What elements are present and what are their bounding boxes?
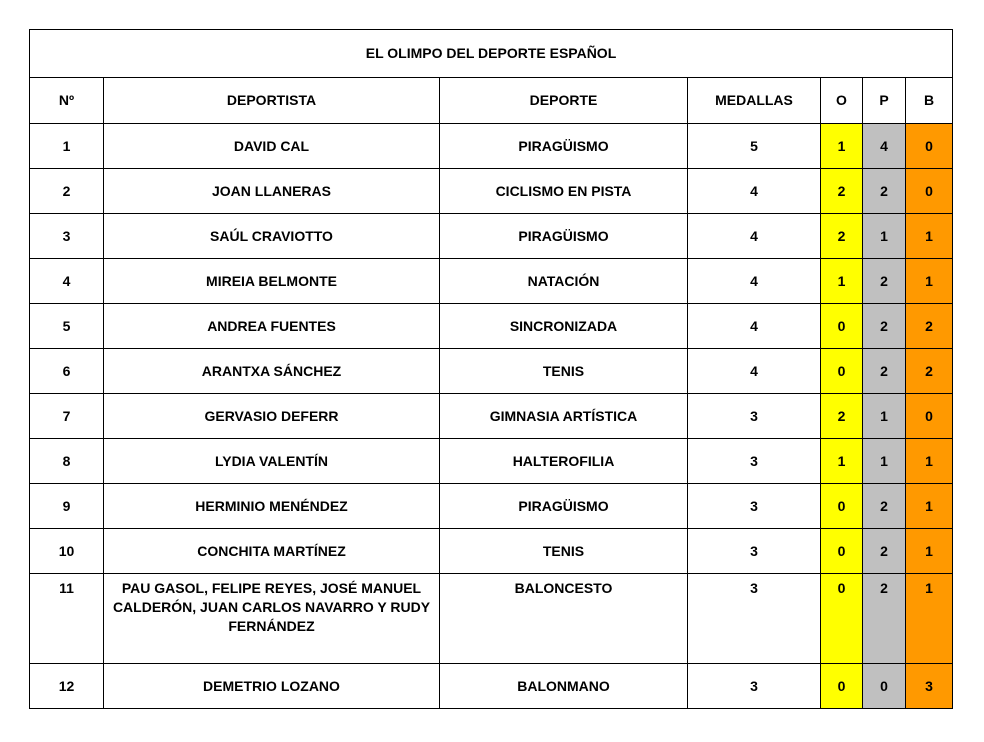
cell-athlete: HERMINIO MENÉNDEZ [104,484,440,529]
cell-gold: 1 [821,439,863,484]
cell-no: 6 [30,349,104,394]
cell-medals: 3 [688,529,821,574]
table-row [30,529,953,574]
cell-gold: 2 [821,394,863,439]
cell-sport: CICLISMO EN PISTA [440,169,688,214]
cell-no: 2 [30,169,104,214]
cell-bronze: 2 [906,304,953,349]
cell-gold: 0 [821,529,863,574]
cell-bronze: 1 [906,259,953,304]
cell-silver: 1 [863,394,906,439]
cell-no: 8 [30,439,104,484]
cell-silver: 2 [863,349,906,394]
cell-gold: 2 [821,214,863,259]
cell-silver: 2 [863,484,906,529]
cell-sport: BALONMANO [440,664,688,709]
table-row [30,349,953,394]
table-row [30,574,953,664]
cell-bronze: 0 [906,394,953,439]
cell-bronze: 2 [906,349,953,394]
cell-bronze: 0 [906,169,953,214]
cell-athlete: PAU GASOL, FELIPE REYES, JOSÉ MANUEL CALDERÓN, JUAN CARLOS NAVARRO Y RUDY FERNÁNDEZ [104,574,440,664]
cell-gold: 1 [821,259,863,304]
cell-no: 3 [30,214,104,259]
cell-athlete: DEMETRIO LOZANO [104,664,440,709]
cell-no: 11 [30,574,104,664]
cell-silver: 1 [863,439,906,484]
header-no: Nº [30,78,104,124]
cell-sport: TENIS [440,349,688,394]
cell-bronze: 1 [906,484,953,529]
cell-sport: PIRAGÜISMO [440,124,688,169]
cell-bronze: 0 [906,124,953,169]
cell-sport: BALONCESTO [440,574,688,664]
cell-silver: 1 [863,214,906,259]
cell-medals: 4 [688,349,821,394]
header-medals: MEDALLAS [688,78,821,124]
cell-no: 5 [30,304,104,349]
table-row [30,664,953,709]
cell-bronze: 1 [906,214,953,259]
cell-bronze: 1 [906,574,953,664]
cell-no: 4 [30,259,104,304]
cell-sport: PIRAGÜISMO [440,484,688,529]
cell-bronze: 1 [906,529,953,574]
cell-silver: 0 [863,664,906,709]
header-silver: P [863,78,906,124]
cell-athlete: ARANTXA SÁNCHEZ [104,349,440,394]
cell-medals: 3 [688,439,821,484]
cell-medals: 3 [688,484,821,529]
table-row [30,169,953,214]
cell-gold: 0 [821,349,863,394]
cell-sport: NATACIÓN [440,259,688,304]
cell-no: 12 [30,664,104,709]
cell-gold: 0 [821,574,863,664]
header-gold: O [821,78,863,124]
cell-medals: 5 [688,124,821,169]
cell-no: 9 [30,484,104,529]
header-athlete: DEPORTISTA [104,78,440,124]
header-bronze: B [906,78,953,124]
table-row [30,304,953,349]
cell-gold: 1 [821,124,863,169]
cell-gold: 0 [821,664,863,709]
cell-gold: 0 [821,484,863,529]
cell-no: 7 [30,394,104,439]
cell-no: 1 [30,124,104,169]
cell-silver: 2 [863,574,906,664]
cell-athlete: CONCHITA MARTÍNEZ [104,529,440,574]
cell-sport: TENIS [440,529,688,574]
cell-sport: PIRAGÜISMO [440,214,688,259]
cell-silver: 2 [863,169,906,214]
cell-athlete: JOAN LLANERAS [104,169,440,214]
cell-medals: 4 [688,214,821,259]
cell-medals: 4 [688,304,821,349]
cell-no: 10 [30,529,104,574]
table-title: EL OLIMPO DEL DEPORTE ESPAÑOL [30,30,953,78]
cell-athlete: SAÚL CRAVIOTTO [104,214,440,259]
medal-table [29,29,953,709]
cell-silver: 4 [863,124,906,169]
cell-athlete: GERVASIO DEFERR [104,394,440,439]
header-row [30,78,953,124]
table-row [30,259,953,304]
cell-medals: 3 [688,664,821,709]
cell-silver: 2 [863,529,906,574]
header-sport: DEPORTE [440,78,688,124]
cell-athlete: LYDIA VALENTÍN [104,439,440,484]
cell-gold: 2 [821,169,863,214]
cell-gold: 0 [821,304,863,349]
cell-medals: 4 [688,169,821,214]
cell-bronze: 1 [906,439,953,484]
cell-athlete: ANDREA FUENTES [104,304,440,349]
cell-medals: 4 [688,259,821,304]
table-row [30,124,953,169]
table-row [30,484,953,529]
cell-medals: 3 [688,574,821,664]
table-row [30,439,953,484]
cell-athlete: MIREIA BELMONTE [104,259,440,304]
table-row [30,394,953,439]
table-body [30,124,953,709]
cell-athlete: DAVID CAL [104,124,440,169]
cell-silver: 2 [863,259,906,304]
cell-sport: GIMNASIA ARTÍSTICA [440,394,688,439]
table-row [30,214,953,259]
cell-sport: SINCRONIZADA [440,304,688,349]
cell-medals: 3 [688,394,821,439]
cell-bronze: 3 [906,664,953,709]
cell-sport: HALTEROFILIA [440,439,688,484]
cell-silver: 2 [863,304,906,349]
